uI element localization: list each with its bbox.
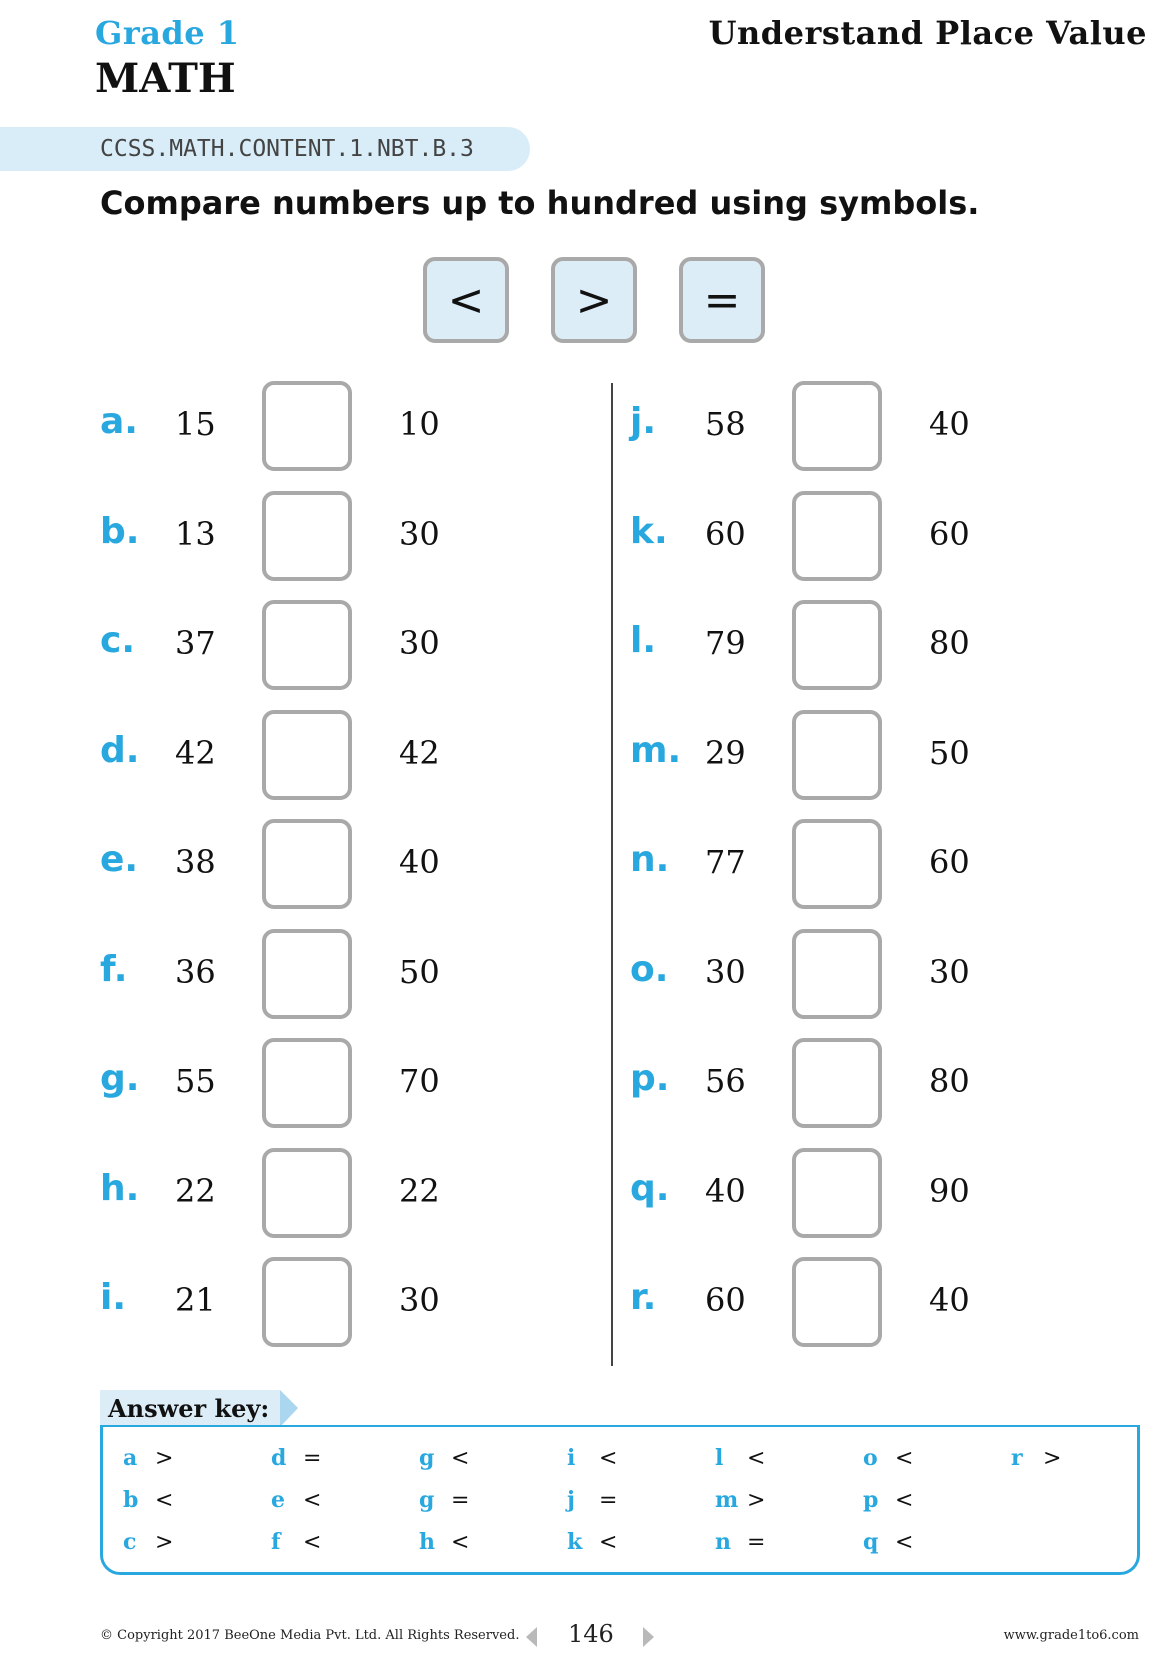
answer-key-entry [863, 1445, 913, 1471]
answer-key-symbol: = [451, 1488, 470, 1513]
answer-key-symbol: < [895, 1446, 914, 1471]
problem-letter: j. [630, 401, 657, 442]
answer-key-entry [419, 1487, 469, 1513]
answer-key-symbol: > [1043, 1446, 1062, 1471]
answer-key-symbol: < [451, 1530, 470, 1555]
answer-key-letter: j [567, 1487, 575, 1513]
topic-title: Understand Place Value [708, 14, 1147, 52]
answer-input-box[interactable] [262, 929, 352, 1019]
answer-input-box[interactable] [262, 381, 352, 471]
answer-key-entry [419, 1529, 469, 1555]
left-number: 40 [705, 1171, 746, 1210]
answer-key-entry [863, 1487, 913, 1513]
problem-letter: p. [630, 1058, 670, 1099]
problem-letter: o. [630, 948, 669, 990]
left-number: 79 [705, 624, 746, 662]
standard-code: CCSS.MATH.CONTENT.1.NBT.B.3 [100, 136, 474, 162]
problem-row [630, 710, 1030, 800]
prev-page-icon[interactable] [526, 1627, 537, 1647]
instruction-text: Compare numbers up to hundred using symbols. [100, 184, 980, 222]
answer-key-entry [715, 1529, 765, 1555]
answer-key-letter: b [123, 1487, 139, 1513]
tab-arrow-icon [280, 1390, 298, 1427]
answer-key-symbol: > [155, 1530, 174, 1555]
answer-key-entry [567, 1487, 617, 1513]
answer-input-box[interactable] [792, 381, 882, 471]
problem-letter: h. [100, 1167, 140, 1209]
problem-row [100, 819, 500, 909]
left-number: 21 [175, 1281, 216, 1319]
answer-key-tab [100, 1390, 280, 1427]
answer-key-symbol: = [599, 1488, 618, 1513]
answer-input-box[interactable] [262, 491, 352, 581]
answer-key-entry [567, 1529, 617, 1555]
column-divider [611, 383, 613, 1366]
grade-label: Grade 1 [95, 14, 240, 52]
answer-key-letter: c [123, 1529, 137, 1555]
left-number: 15 [175, 405, 216, 443]
problem-row [630, 1148, 1030, 1238]
answer-key-entry [271, 1487, 321, 1513]
problem-letter: f. [100, 948, 128, 990]
right-number: 40 [929, 1281, 970, 1319]
right-number: 90 [929, 1171, 970, 1210]
answer-key-letter: n [715, 1529, 731, 1555]
equals-symbol: = [679, 257, 765, 343]
answer-input-box[interactable] [792, 819, 882, 909]
answer-key-entry [271, 1445, 321, 1471]
left-number: 30 [705, 952, 746, 991]
answer-key-box [100, 1425, 1140, 1575]
answer-input-box[interactable] [792, 1257, 882, 1347]
answer-key-entry [715, 1487, 765, 1513]
problem-row [100, 710, 500, 800]
problem-letter: n. [630, 839, 670, 880]
answer-input-box[interactable] [262, 1148, 352, 1238]
page-number: 146 [568, 1620, 614, 1648]
answer-key-title: Answer key: [108, 1394, 270, 1423]
problem-row [100, 600, 500, 690]
answer-key-entry [567, 1445, 617, 1471]
right-number: 40 [929, 405, 970, 443]
problem-letter: b. [100, 510, 140, 552]
left-number: 58 [705, 405, 746, 443]
left-number: 22 [175, 1171, 216, 1210]
problem-row [630, 1257, 1030, 1347]
right-number: 10 [399, 405, 440, 443]
problem-letter: e. [100, 839, 139, 880]
answer-input-box[interactable] [792, 929, 882, 1019]
answer-key-symbol: < [451, 1446, 470, 1471]
answer-input-box[interactable] [262, 710, 352, 800]
problem-letter: k. [630, 510, 668, 552]
answer-input-box[interactable] [792, 710, 882, 800]
answer-key-entry [863, 1529, 913, 1555]
answer-key-entry [271, 1529, 321, 1555]
answer-key-letter: g [419, 1445, 435, 1471]
answer-input-box[interactable] [262, 600, 352, 690]
answer-input-box[interactable] [792, 491, 882, 581]
right-number: 30 [399, 1281, 440, 1319]
left-number: 60 [705, 1281, 746, 1319]
right-number: 60 [929, 843, 970, 881]
answer-input-box[interactable] [792, 600, 882, 690]
answer-key-letter: g [419, 1487, 435, 1513]
problem-letter: m. [630, 729, 682, 771]
answer-input-box[interactable] [792, 1148, 882, 1238]
answer-key-letter: i [567, 1445, 576, 1471]
answer-key-letter: k [567, 1529, 583, 1555]
answer-key-entry [419, 1445, 469, 1471]
answer-key-letter: r [1011, 1445, 1023, 1471]
answer-key-letter: p [863, 1487, 879, 1513]
standard-banner [0, 127, 530, 171]
answer-key-entry [123, 1445, 173, 1471]
problem-letter: c. [100, 620, 136, 661]
answer-key-symbol: < [599, 1446, 618, 1471]
problem-row [100, 1257, 500, 1347]
answer-key-symbol: > [747, 1488, 766, 1513]
answer-key-symbol: < [747, 1446, 766, 1471]
answer-key-letter: e [271, 1487, 285, 1513]
answer-key-entry [123, 1487, 173, 1513]
problem-row [100, 1148, 500, 1238]
less-than-symbol: < [423, 257, 509, 343]
answer-key-letter: h [419, 1529, 435, 1555]
right-number: 80 [929, 624, 970, 662]
answer-key-symbol: < [303, 1488, 322, 1513]
answer-key-symbol: < [895, 1488, 914, 1513]
answer-key-entry [123, 1529, 173, 1555]
right-number: 30 [399, 514, 440, 553]
right-number: 42 [399, 733, 440, 772]
answer-input-box[interactable] [262, 1038, 352, 1128]
right-number: 70 [399, 1062, 440, 1100]
problem-row [630, 600, 1030, 690]
left-number: 29 [705, 733, 746, 772]
right-number: 40 [399, 843, 440, 881]
answer-key-symbol: < [895, 1530, 914, 1555]
problem-letter: l. [630, 620, 657, 661]
answer-key-letter: l [715, 1445, 724, 1471]
problem-row [630, 381, 1030, 471]
problem-row [630, 491, 1030, 581]
answer-key-letter: f [271, 1529, 281, 1555]
right-number: 30 [929, 952, 970, 991]
problem-row [630, 1038, 1030, 1128]
left-number: 56 [705, 1062, 746, 1100]
right-number: 80 [929, 1062, 970, 1100]
answer-key-symbol: < [303, 1530, 322, 1555]
answer-key-symbol: > [155, 1446, 174, 1471]
right-number: 50 [399, 952, 440, 991]
problem-row [630, 929, 1030, 1019]
left-number: 13 [175, 514, 216, 553]
left-number: 37 [175, 624, 216, 662]
answer-key-letter: q [863, 1529, 879, 1555]
answer-key-entry [1011, 1445, 1061, 1471]
right-number: 50 [929, 733, 970, 772]
website-url: www.grade1to6.com [1003, 1628, 1139, 1643]
problem-letter: a. [100, 401, 138, 442]
problem-letter: q. [630, 1167, 670, 1209]
left-number: 38 [175, 843, 216, 881]
answer-key-entry [715, 1445, 765, 1471]
left-number: 36 [175, 952, 216, 991]
answer-key-symbol: = [303, 1446, 322, 1471]
copyright-text: © Copyright 2017 BeeOne Media Pvt. Ltd. All Rights Reserved. [100, 1628, 520, 1643]
greater-than-symbol: > [551, 257, 637, 343]
subject-title: MATH [95, 55, 236, 102]
problem-letter: i. [100, 1277, 127, 1318]
left-number: 55 [175, 1062, 216, 1100]
right-number: 30 [399, 624, 440, 662]
answer-key-letter: m [715, 1487, 739, 1513]
answer-key-symbol: = [747, 1530, 766, 1555]
answer-key-symbol: < [155, 1488, 174, 1513]
answer-key-letter: o [863, 1445, 878, 1471]
left-number: 77 [705, 843, 746, 881]
next-page-icon[interactable] [643, 1627, 654, 1647]
problem-row [100, 491, 500, 581]
problem-letter: d. [100, 729, 140, 771]
left-number: 42 [175, 733, 216, 772]
problem-letter: r. [630, 1277, 657, 1318]
right-number: 22 [399, 1171, 440, 1210]
answer-input-box[interactable] [262, 1257, 352, 1347]
answer-input-box[interactable] [792, 1038, 882, 1128]
problem-letter: g. [100, 1058, 140, 1099]
answer-key-symbol: < [599, 1530, 618, 1555]
problem-row [100, 1038, 500, 1128]
problem-row [100, 929, 500, 1019]
problem-row [100, 381, 500, 471]
answer-key-letter: d [271, 1445, 287, 1471]
answer-input-box[interactable] [262, 819, 352, 909]
left-number: 60 [705, 514, 746, 553]
answer-key-letter: a [123, 1445, 138, 1471]
right-number: 60 [929, 514, 970, 553]
problem-row [630, 819, 1030, 909]
